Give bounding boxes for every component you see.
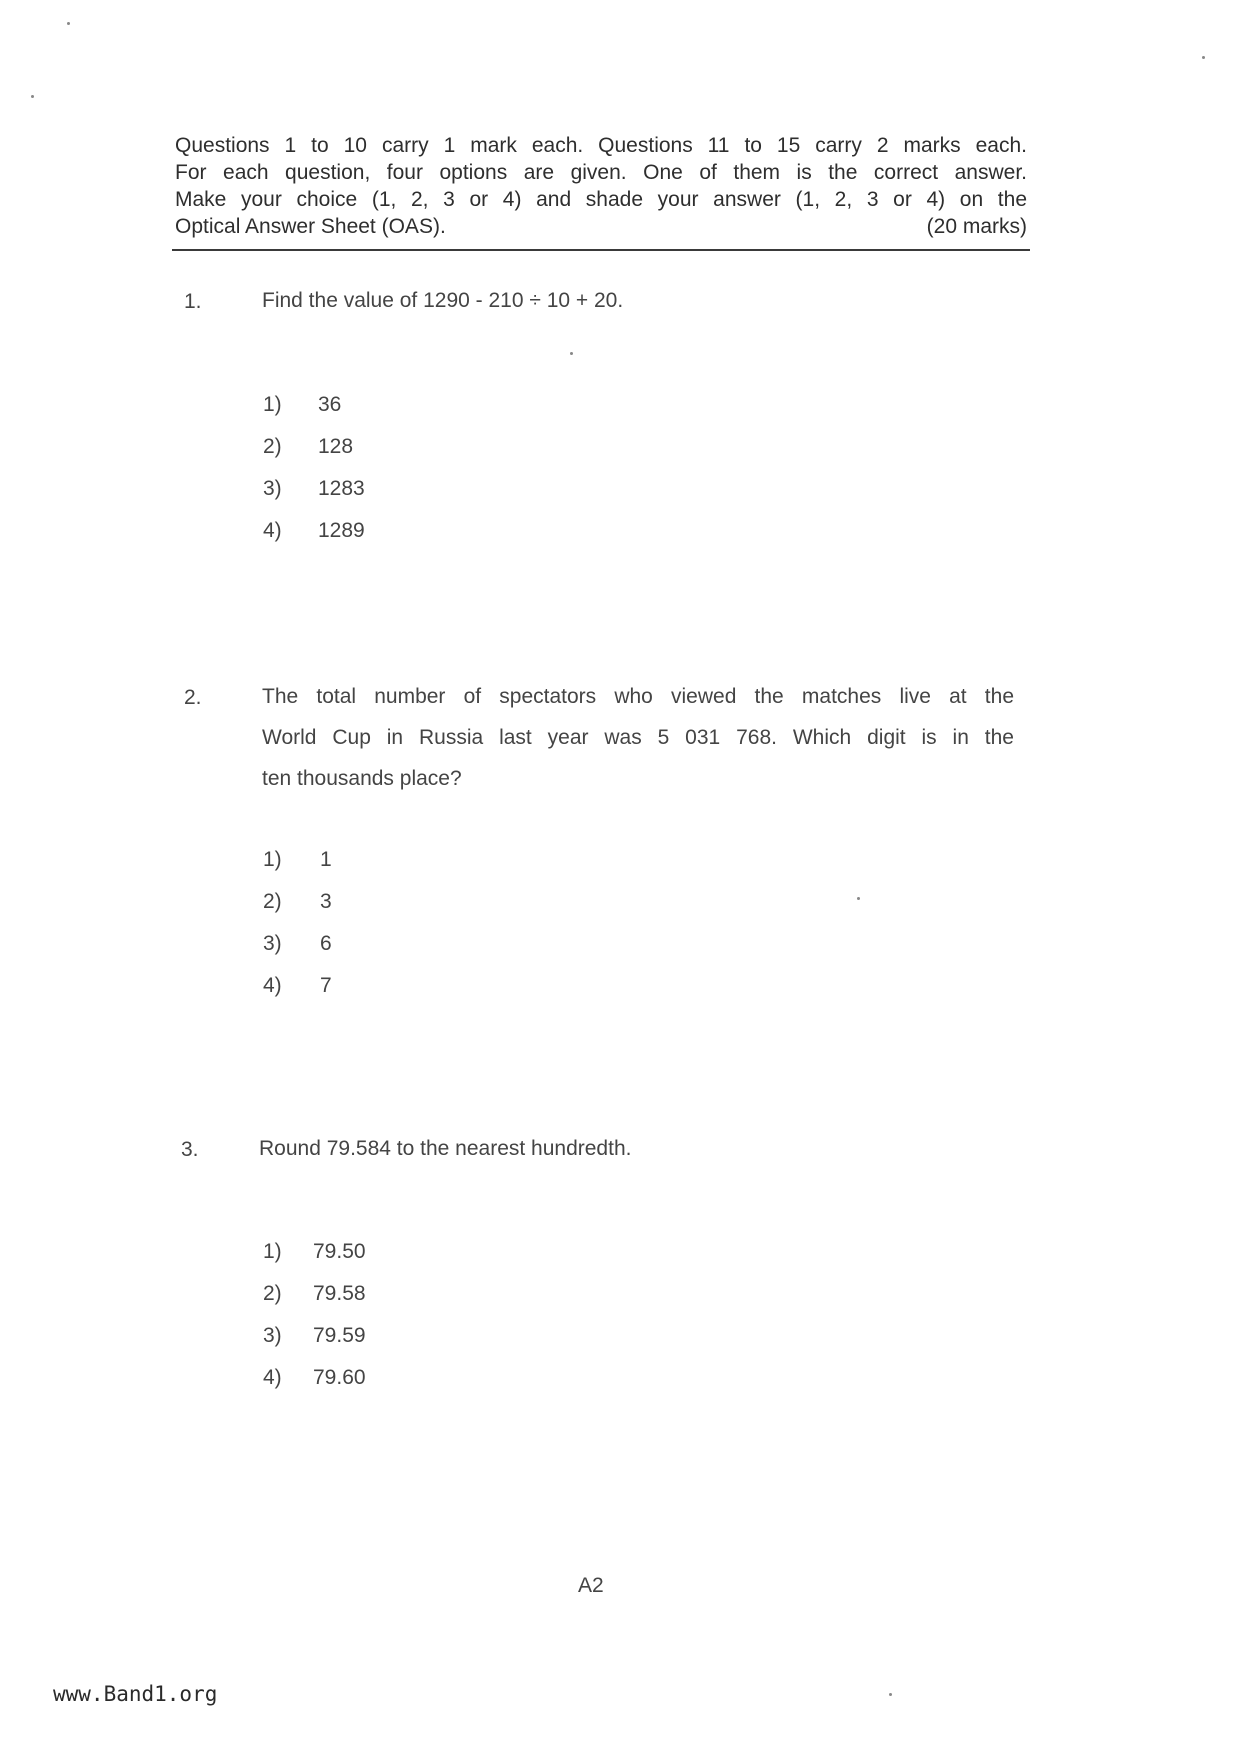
total-marks: (20 marks) — [926, 215, 1027, 238]
scan-speck — [67, 22, 70, 25]
option-value: 79.60 — [313, 1366, 366, 1389]
scan-speck — [31, 95, 34, 98]
option-value: 128 — [318, 435, 354, 458]
instructions-line-4 — [175, 213, 1027, 240]
option-3[interactable] — [263, 468, 365, 510]
scan-speck — [570, 352, 573, 355]
option-number: 1) — [263, 848, 282, 871]
question-number: 2. — [184, 686, 202, 709]
option-value: 1 — [320, 848, 332, 871]
option-value: 1283 — [318, 477, 365, 500]
option-value: 3 — [320, 890, 332, 913]
question-text — [262, 676, 1014, 799]
question-text — [262, 280, 1012, 321]
option-value: 79.59 — [313, 1324, 366, 1347]
option-number: 4) — [263, 519, 282, 542]
scan-speck — [1202, 56, 1205, 59]
question-text-line: ten thousands place? — [262, 767, 462, 790]
option-number: 2) — [263, 890, 282, 913]
option-1[interactable] — [263, 839, 332, 881]
option-3[interactable] — [263, 1315, 366, 1357]
option-number: 2) — [263, 1282, 282, 1305]
option-number: 2) — [263, 435, 282, 458]
option-value: 1289 — [318, 519, 365, 542]
option-2[interactable] — [263, 1273, 366, 1315]
scan-speck — [857, 897, 860, 900]
option-value: 36 — [318, 393, 342, 416]
options-list — [263, 1231, 366, 1399]
option-1[interactable] — [263, 1231, 366, 1273]
option-number: 3) — [263, 932, 282, 955]
option-number: 4) — [263, 974, 282, 997]
question-text-line: The total number of spectators who viewed the matches live at the — [262, 685, 1014, 708]
instructions-block — [175, 132, 1027, 240]
option-1[interactable] — [263, 384, 365, 426]
option-value: 79.50 — [313, 1240, 366, 1263]
watermark-link[interactable]: www.Band1.org — [53, 1682, 218, 1706]
question-number: 3. — [181, 1138, 199, 1161]
instructions-line-1: Questions 1 to 10 carry 1 mark each. Questions 11 to 15 carry 2 marks each. — [175, 134, 1027, 157]
instructions-line-2: For each question, four options are given. One of them is the correct answer. — [175, 161, 1027, 184]
scan-speck — [889, 1693, 892, 1696]
instructions-oas-text: Optical Answer Sheet (OAS). — [175, 215, 446, 238]
option-4[interactable] — [263, 510, 365, 552]
option-value: 79.58 — [313, 1282, 366, 1305]
option-4[interactable] — [263, 965, 332, 1007]
option-number: 1) — [263, 393, 282, 416]
question-text-line: Find the value of 1290 - 210 ÷ 10 + 20. — [262, 289, 624, 312]
option-number: 3) — [263, 1324, 282, 1347]
options-list — [263, 839, 332, 1007]
option-number: 4) — [263, 1366, 282, 1389]
instructions-divider — [172, 249, 1030, 251]
option-4[interactable] — [263, 1357, 366, 1399]
question-text-line: Round 79.584 to the nearest hundredth. — [259, 1137, 632, 1160]
question-number: 1. — [184, 290, 202, 313]
option-3[interactable] — [263, 923, 332, 965]
instructions-line-3: Make your choice (1, 2, 3 or 4) and shade your answer (1, 2, 3 or 4) on the — [175, 188, 1027, 211]
option-number: 1) — [263, 1240, 282, 1263]
question-text — [259, 1128, 1009, 1169]
option-2[interactable] — [263, 426, 365, 468]
option-value: 7 — [320, 974, 332, 997]
options-list — [263, 384, 365, 552]
option-2[interactable] — [263, 881, 332, 923]
question-text-line: World Cup in Russia last year was 5 031 768. Which digit is in the — [262, 726, 1014, 749]
option-number: 3) — [263, 477, 282, 500]
page-number: A2 — [578, 1574, 604, 1597]
option-value: 6 — [320, 932, 332, 955]
